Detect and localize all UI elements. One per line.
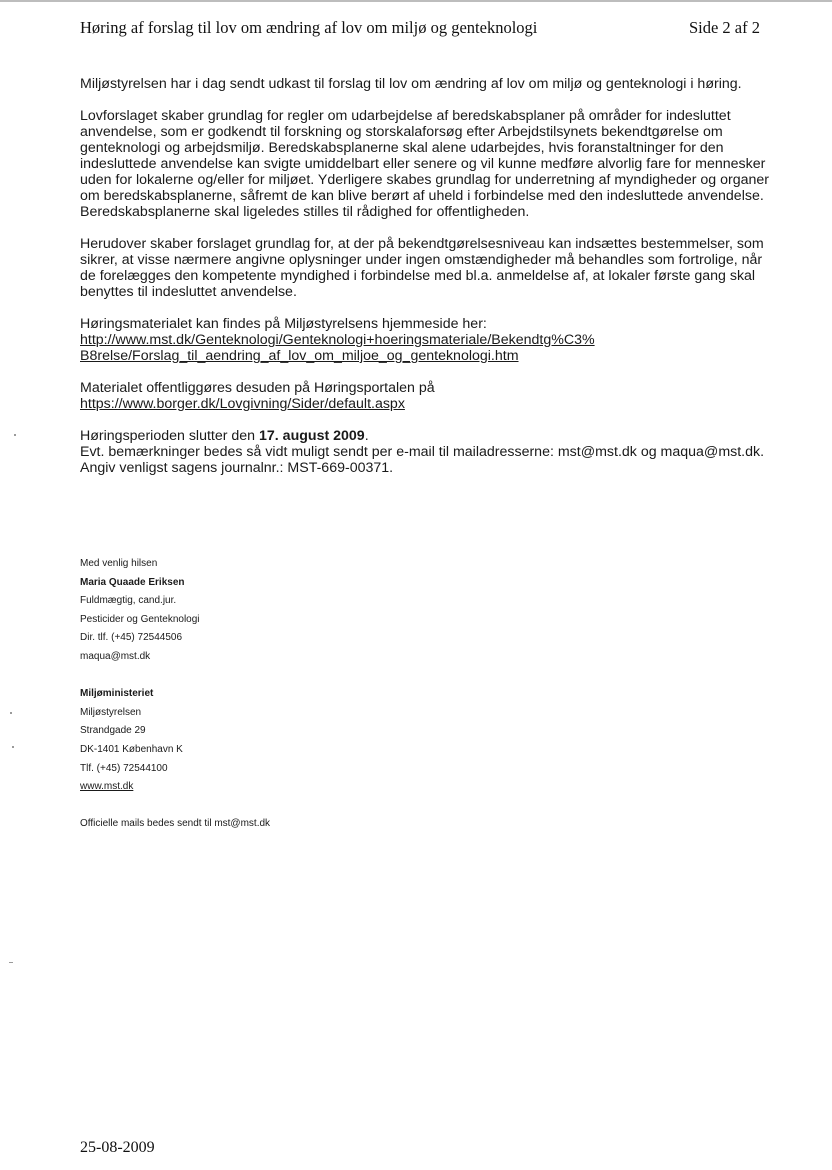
material-link-line-2[interactable]: B8relse/Forslag_til_aendring_af_lov_om_miljoe_og_genteknologi.htm (80, 348, 519, 364)
text-line: sikrer, at visse nærmere angivne oplysninger under ingen omstændigheder må behandles som fortrolige, når (80, 252, 763, 268)
intro-paragraph: Miljøstyrelsen har i dag sendt udkast til forslag til lov om ændring af lov om miljø og genteknologi i høring. (80, 76, 742, 92)
text-line: benyttes til indesluttet anvendelse. (80, 284, 297, 300)
paragraph-deadline (80, 428, 770, 476)
portal-intro: Materialet offentliggøres desuden på Høringsportalen på (80, 380, 435, 396)
text-line: uden for lokalerne og/eller for miljøet. Yderligere skabes grundlag for underretning af myndigheder og organer (80, 172, 770, 188)
deadline-suffix: . (364, 428, 369, 444)
paragraph-emergency-plans (80, 108, 770, 220)
text-line: indesluttede anvendelse kan svigte umiddelbart eller senere og vil kunne medføre alvorlig fare for mennesker (80, 156, 766, 172)
paragraph-confidentiality (80, 236, 770, 300)
deadline-line (80, 428, 770, 444)
website-link[interactable]: www.mst.dk (80, 781, 134, 793)
document-title: Høring af forslag til lov om ændring af lov om miljø og genteknologi (80, 18, 538, 37)
text-line: de forelægges den kompetente myndighed i forbindelse med bl.a. anmeldelse af, at lokaler første gang skal (80, 268, 756, 284)
agency-name: Miljøstyrelsen (80, 706, 142, 718)
spacer (80, 667, 200, 686)
text-line: genteknologi og arbejdsmiljø. Beredskabsplanerne skal alene udarbejdes, hvis foranstaltninger for den (80, 140, 724, 156)
letter-body (80, 76, 770, 492)
paragraph-portal (80, 380, 770, 412)
material-link-line-1[interactable]: http://www.mst.dk/Genteknologi/Genteknologi+hoeringsmateriale/Bekendtg%C3% (80, 332, 595, 348)
journal-line: Angiv venligst sagens journalnr.: MST-669-00371. (80, 460, 394, 476)
page-number: Side 2 af 2 (688, 18, 760, 37)
text-line: Herudover skaber forslaget grundlag for, at der på bekendtgørelsesniveau kan indsættes bestemmelser, som (80, 236, 764, 252)
remarks-line: Evt. bemærkninger bedes så vidt muligt sendt per e-mail til mailadresserne: mst@mst.dk og maqua@mst.dk. (80, 444, 765, 460)
signer-email[interactable]: maqua@mst.dk (80, 650, 151, 662)
paragraph-material (80, 316, 770, 364)
main-phone: Tlf. (+45) 72544100 (80, 762, 168, 774)
ministry-name: Miljøministeriet (80, 688, 154, 700)
scan-speck (10, 712, 12, 714)
city-address: DK-1401 København K (80, 743, 183, 755)
signer-title: Fuldmægtig, cand.jur. (80, 595, 177, 607)
text-line: Beredskabsplanerne skal ligeledes stilles til rådighed for offentligheden. (80, 204, 530, 220)
text-line: anvendelse, som er godkendt til forskning og storskalaforsøg efter Arbejdstilsynets bekendtgørelse om (80, 124, 723, 140)
official-mail-notice: Officielle mails bedes sendt til mst@mst.dk (80, 818, 271, 829)
deadline-prefix: Høringsperioden slutter den (80, 428, 260, 444)
greeting: Med venlig hilsen (80, 558, 158, 569)
scan-speck (12, 746, 14, 748)
top-rule (0, 0, 832, 2)
footer-date: 25-08-2009 (80, 1139, 155, 1156)
street-address: Strandgade 29 (80, 725, 146, 737)
portal-link[interactable]: https://www.borger.dk/Lovgivning/Sider/default.aspx (80, 396, 405, 412)
text-line: om beredskabsplanerne, såfremt de kan blive berørt af uheld i forbindelse med den indesluttede anvendelse. (80, 188, 764, 204)
deadline-date: 17. august 2009 (259, 428, 365, 444)
text-line: Lovforslaget skaber grundlag for regler om udarbejdelse af beredskabsplaner på områder for indesluttet (80, 108, 731, 124)
signer-department: Pesticider og Genteknologi (80, 613, 200, 625)
material-intro: Høringsmaterialet kan findes på Miljøstyrelsens hjemmeside her: (80, 316, 487, 332)
signature-block (80, 555, 200, 797)
page-header (80, 18, 760, 38)
scan-speck (9, 962, 13, 963)
signer-phone: Dir. tlf. (+45) 72544506 (80, 632, 183, 644)
scan-speck (14, 434, 16, 436)
signer-name: Maria Quaade Eriksen (80, 576, 185, 588)
